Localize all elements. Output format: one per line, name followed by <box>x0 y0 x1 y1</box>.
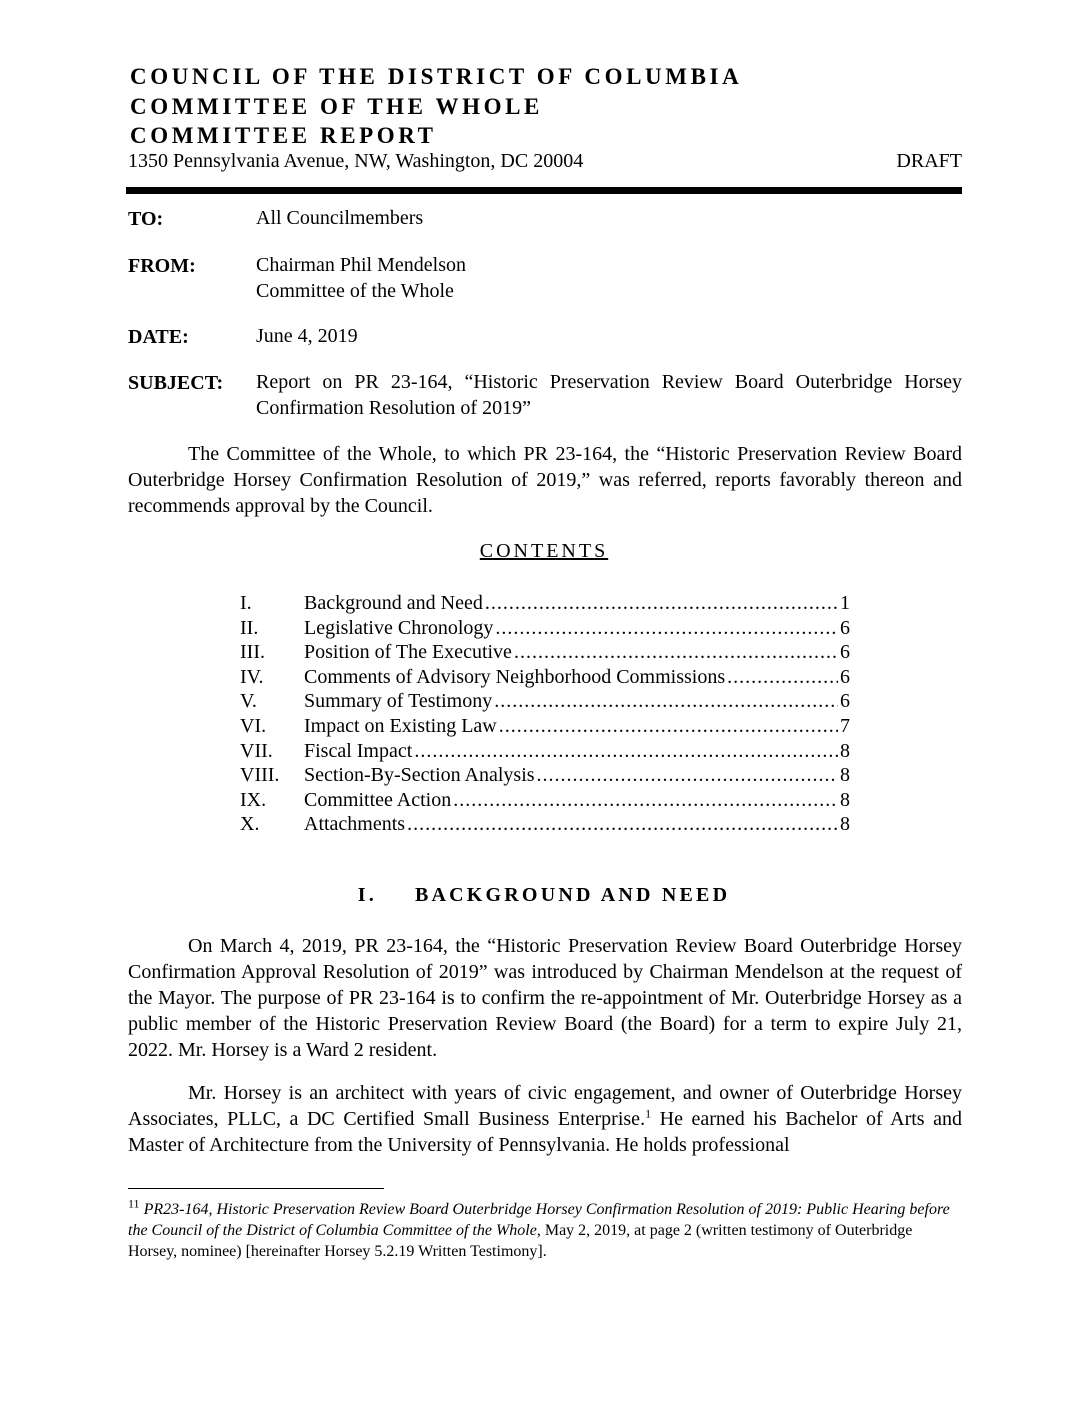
toc-title: Fiscal Impact <box>304 739 413 762</box>
toc-dot-leader <box>499 715 838 738</box>
toc-dot-leader <box>453 789 838 812</box>
toc-item[interactable] <box>240 740 850 764</box>
toc-title: Legislative Chronology <box>304 616 494 639</box>
toc-title: Attachments <box>304 813 406 836</box>
report-type: COMMITTEE REPORT <box>130 123 437 148</box>
background-paragraph-2 <box>128 1080 962 1158</box>
toc-page: 1 <box>840 592 850 614</box>
committee-name: COMMITTEE OF THE WHOLE <box>130 94 543 119</box>
toc-item[interactable] <box>240 715 850 739</box>
toc-number: VI. <box>240 715 267 737</box>
toc-title: Comments of Advisory Neighborhood Commissions <box>304 665 726 688</box>
from-name: Chairman Phil Mendelson <box>256 254 466 276</box>
from-committee: Committee of the Whole <box>256 280 454 302</box>
toc-title: Impact on Existing Law <box>304 715 497 737</box>
toc-title: Position of The Executive <box>304 641 512 664</box>
toc-number: II. <box>240 616 259 639</box>
toc-item[interactable] <box>240 666 850 690</box>
toc-item[interactable] <box>240 813 850 837</box>
contents-heading: CONTENTS <box>479 540 609 562</box>
toc-number: V. <box>240 690 257 713</box>
from-value <box>256 252 962 304</box>
background-text-2b: He earned his Bachelor of Arts and Master of Architecture from the University of Pennsylvania. He holds professional <box>128 1108 963 1156</box>
toc-title: Background and Need <box>304 592 483 614</box>
toc-dot-leader <box>727 666 838 689</box>
footnote <box>128 1196 962 1262</box>
toc-page: 6 <box>840 641 850 664</box>
toc-item[interactable] <box>240 789 850 813</box>
toc-page: 6 <box>840 690 850 713</box>
toc-page: 8 <box>840 764 850 787</box>
background-paragraph-1 <box>128 933 962 1063</box>
header-rule <box>126 187 962 194</box>
date-label: DATE: <box>128 326 189 348</box>
footnote-rule <box>128 1188 384 1189</box>
background-text-2a: Mr. Horsey is an architect with years of civic engagement, and owner of Outerbridge Horsey Associates, PLLC, a DC Certified Small Business Enterprise. <box>128 1082 962 1130</box>
section-title: BACKGROUND AND NEED <box>414 884 731 906</box>
toc-title: Committee Action <box>304 788 452 811</box>
toc-title: Section-By-Section Analysis <box>304 764 535 787</box>
subject-label: SUBJECT: <box>128 372 224 394</box>
intro-text: The Committee of the Whole, to which PR 23-164, the “Historic Preservation Review Board Outerbridge Horsey Confirmation Resolution of 2019,” was referred, reports favorably thereon and recommends approval by the Council. <box>128 443 962 517</box>
toc-dot-leader <box>514 641 838 664</box>
to-label: TO: <box>128 208 164 230</box>
toc-item[interactable] <box>240 592 850 616</box>
footnote-citation: PR23-164, Historic Preservation Review Board Outerbridge Horsey Confirmation Resolution of 2019: Public Hearing before the Council of the District of Columbia Committee of the Whole <box>128 1201 950 1239</box>
footnote-text: , May 2, 2019, at page 2 (written testimony of Outerbridge Horsey, nominee) [hereinafter Horsey 5.2.19 Written Testimony]. <box>128 1222 913 1260</box>
council-address: 1350 Pennsylvania Avenue, NW, Washington, DC 20004 <box>128 150 584 172</box>
toc-number: I. <box>240 592 252 614</box>
toc-page: 8 <box>840 813 850 836</box>
toc-number: VIII. <box>240 764 280 787</box>
toc-number: VII. <box>240 739 273 762</box>
to-value: All Councilmembers <box>256 207 424 229</box>
toc-number: III. <box>240 641 265 664</box>
from-label: FROM: <box>128 255 196 277</box>
background-text-1: On March 4, 2019, PR 23-164, the “Historic Preservation Review Board Outerbridge Horsey Confirmation Approval Resolution of 2019” was introduced by Chairman Mendelson at the request of the Mayor. The purpose of PR 23-164 is to confirm the re-appointment of Mr. Outerbridge Horsey as a public member of the Historic Preservation Review Board (the Board) for a term to expire July 21, 2022. Mr. Horsey is a Ward 2 resident. <box>128 935 962 1061</box>
toc-item[interactable] <box>240 690 850 714</box>
subject-value: Report on PR 23-164, “Historic Preservation Review Board Outerbridge Horsey Confirmation Resolution of 2019” <box>256 371 962 419</box>
toc-dot-leader <box>495 617 838 640</box>
toc-page: 6 <box>840 616 850 639</box>
footnote-reference[interactable]: 1 <box>645 1106 652 1121</box>
toc-page: 8 <box>840 788 850 811</box>
draft-label: DRAFT <box>896 150 962 172</box>
toc-number: X. <box>240 813 260 836</box>
date-value: June 4, 2019 <box>256 325 358 347</box>
toc-number: IX. <box>240 788 267 811</box>
toc-dot-leader <box>485 592 838 615</box>
footnote-mark: 11 <box>128 1196 140 1211</box>
toc-page: 6 <box>840 665 850 688</box>
section-heading <box>0 884 1088 907</box>
section-number: I. <box>357 884 377 906</box>
toc-item[interactable] <box>240 641 850 665</box>
toc-page: 7 <box>840 715 850 737</box>
toc-page: 8 <box>840 739 850 762</box>
intro-paragraph <box>128 441 962 519</box>
toc-dot-leader <box>494 690 838 713</box>
toc-dot-leader <box>407 813 838 836</box>
toc-dot-leader <box>537 764 838 787</box>
council-name: COUNCIL OF THE DISTRICT OF COLUMBIA <box>130 64 743 89</box>
toc-item[interactable] <box>240 617 850 641</box>
toc-item[interactable] <box>240 764 850 788</box>
toc-dot-leader <box>414 740 838 763</box>
toc-title: Summary of Testimony <box>304 690 493 713</box>
toc-number: IV. <box>240 665 264 688</box>
